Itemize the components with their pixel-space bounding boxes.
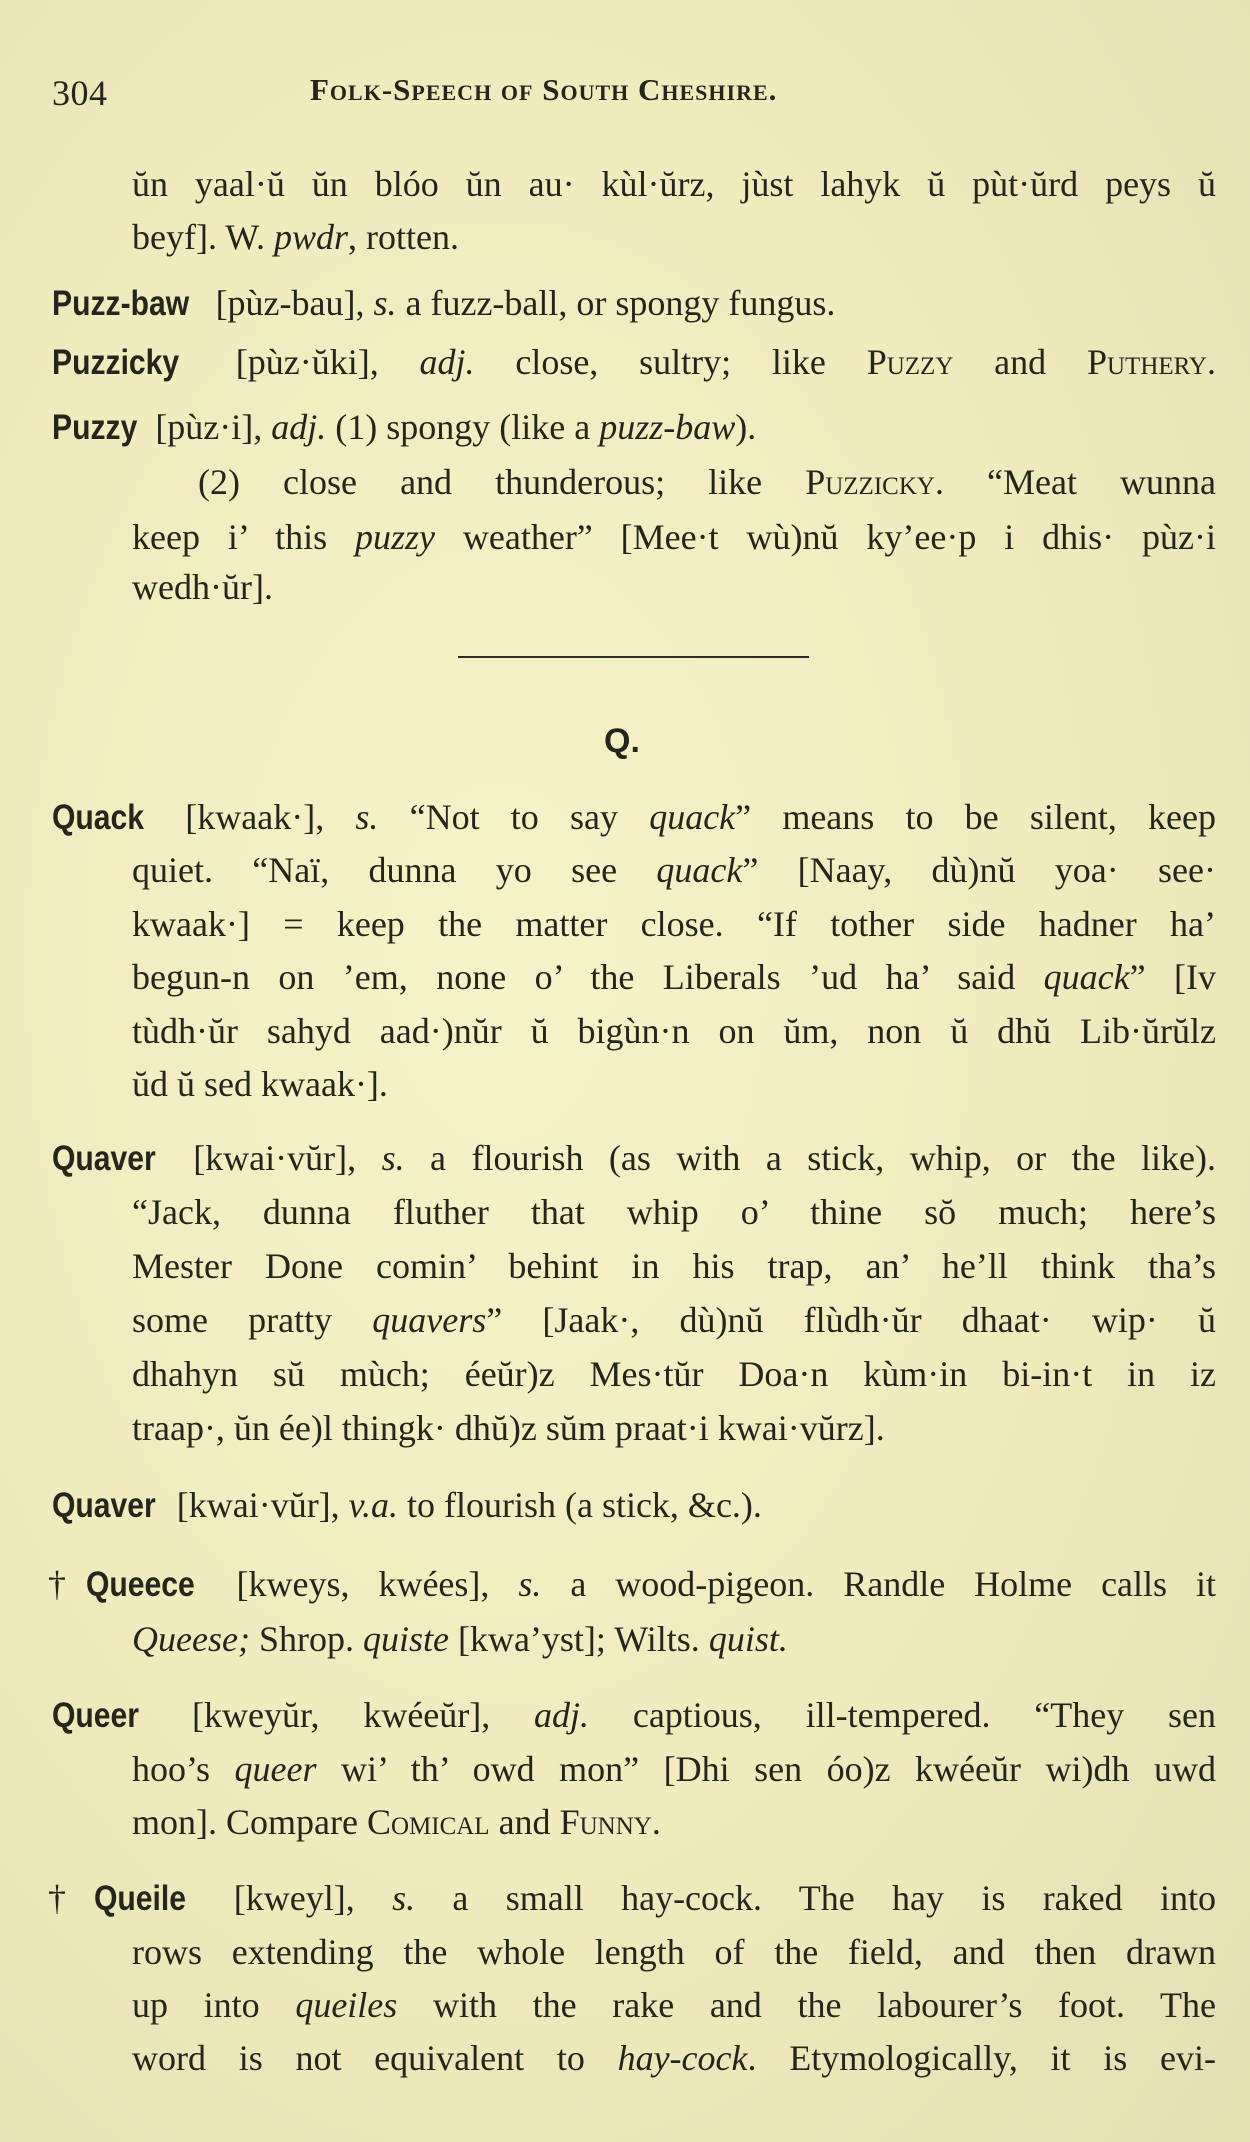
- italic-text: adj.: [534, 1695, 590, 1735]
- text: wi’ th’ owd mon” [Dhi sen óo)z kwéeŭr wi)dh uwd: [316, 1749, 1216, 1789]
- text: mon]. Compare: [132, 1802, 367, 1842]
- text: [kweyl],: [196, 1878, 393, 1918]
- text: wedh·ŭr].: [132, 567, 273, 607]
- running-title: Folk-Speech of South Cheshire.: [310, 72, 778, 107]
- text-line: [132, 1930, 1216, 1974]
- page-number: 304: [52, 73, 108, 113]
- text: ” means to be silent, keep: [735, 797, 1217, 837]
- text-line: [132, 1800, 1216, 1844]
- italic-text: Queese;: [132, 1619, 250, 1659]
- text: [pùz·ŭki],: [194, 342, 420, 382]
- text: keep i’ this: [132, 517, 355, 557]
- text-line: [132, 1190, 1216, 1234]
- text: close, sultry; like: [474, 342, 867, 382]
- text-line: [132, 955, 1216, 999]
- text-line: [132, 1244, 1216, 1288]
- text-line: [132, 1983, 1216, 2027]
- italic-text: quist.: [708, 1619, 788, 1659]
- text-line: [52, 795, 1216, 840]
- text: captious, ill-tempered. “They sen: [589, 1695, 1216, 1735]
- text: †: [48, 1564, 86, 1604]
- text-line: [52, 340, 1216, 385]
- italic-text: adj.: [419, 342, 475, 382]
- text-line: [132, 902, 1216, 946]
- text: rows extending the whole length of the field, and then drawn: [132, 1932, 1216, 1972]
- text: (1) spongy (like a: [326, 407, 600, 447]
- section-divider: [458, 656, 809, 658]
- text: quiet. “Naï, dunna yo see: [132, 850, 657, 890]
- text: and: [953, 342, 1087, 382]
- text: ” [Naay, dù)nŭ yoa· see·: [742, 850, 1216, 890]
- text: weather” [Mee·t wù)nŭ ky’ee·p i dhis· pùz·i: [434, 517, 1216, 557]
- text-line: [52, 1136, 1216, 1181]
- italic-text: s.: [518, 1564, 542, 1604]
- text: up into: [132, 1985, 296, 2025]
- text-line: [132, 565, 1216, 609]
- text: hoo’s: [132, 1749, 235, 1789]
- text: a fuzz-ball, or spongy fungus.: [396, 283, 836, 323]
- text-line: [198, 460, 1216, 504]
- headword: Quaver: [52, 1139, 156, 1178]
- text: Mester Done comin’ behint in his trap, an’ he’ll think tha’s: [132, 1246, 1216, 1286]
- italic-text: hay-cock: [617, 2038, 748, 2078]
- text: [kweys, kwées],: [207, 1564, 519, 1604]
- text: .: [1207, 342, 1216, 382]
- text: , rotten.: [348, 217, 459, 257]
- text-line: [132, 1406, 1216, 1450]
- text: ” [Iv: [1129, 957, 1216, 997]
- text-line: [132, 1009, 1216, 1053]
- text-line: [132, 162, 1216, 206]
- italic-text: queer: [234, 1749, 317, 1789]
- italic-text: pwdr: [273, 217, 349, 257]
- text: “Jack, dunna fluther that whip o’ thine sŏ much; here’s: [132, 1192, 1216, 1232]
- text-line: [52, 405, 1216, 450]
- italic-text: v.a.: [348, 1485, 398, 1525]
- text: [kweyŭr, kwéeŭr],: [148, 1695, 535, 1735]
- text: ŭd ŭ sed kwaak·].: [132, 1064, 388, 1104]
- cross-reference: Puthery: [1086, 342, 1207, 382]
- text: [pùz·i],: [146, 407, 272, 447]
- italic-text: s.: [355, 797, 379, 837]
- text-line: [132, 2036, 1216, 2080]
- text: [kwa’yst]; Wilts.: [448, 1619, 709, 1659]
- text-line: [132, 1617, 1216, 1661]
- headword: Queece: [85, 1565, 195, 1604]
- cross-reference: Puzzy: [866, 342, 954, 382]
- text: .: [651, 1802, 661, 1842]
- text: a small hay-cock. The hay is raked into: [415, 1878, 1216, 1918]
- text: [kwai·vŭr],: [167, 1485, 349, 1525]
- text: . “Meat wunna: [934, 462, 1216, 502]
- text-line: [48, 1876, 1216, 1921]
- section-letter: Q.: [604, 722, 640, 760]
- italic-text: quiste: [362, 1619, 449, 1659]
- text-line: [132, 848, 1216, 892]
- headword: Puzzicky: [52, 343, 180, 382]
- text-line: [52, 1483, 1216, 1528]
- text: beyf]. W.: [132, 217, 274, 257]
- italic-text: s.: [381, 1138, 405, 1178]
- text: some pratty: [132, 1300, 373, 1340]
- text-line: [132, 1747, 1216, 1791]
- italic-text: quavers: [372, 1300, 487, 1340]
- text: a wood-pigeon. Randle Holme calls it: [541, 1564, 1217, 1604]
- text: . Etymologically, it is evi-: [747, 2038, 1216, 2078]
- text: tùdh·ŭr sahyd aad·)nŭr ŭ bigùn·n on ŭm, non ŭ dhŭ Lib·ŭrŭlz: [132, 1011, 1216, 1051]
- cross-reference: Funny: [559, 1802, 652, 1842]
- text-line: [48, 1562, 1216, 1607]
- text: “Not to say: [378, 797, 650, 837]
- text: ŭn yaal·ŭ ŭn blóo ŭn au· kùl·ŭrz, jùst lahyk ŭ pùt·ŭrd peys ŭ: [132, 164, 1216, 204]
- text: kwaak·] = keep the matter close. “If tother side hadner ha’: [132, 904, 1216, 944]
- italic-text: s.: [392, 1878, 416, 1918]
- text: to flourish (a stick, &c.).: [397, 1485, 762, 1525]
- text: ” [Jaak·, dù)nŭ flùdh·ŭr dhaat· wip· ŭ: [486, 1300, 1217, 1340]
- text: [kwai·vŭr],: [167, 1138, 382, 1178]
- text: with the rake and the labourer’s foot. The: [397, 1985, 1216, 2025]
- text: (2) close and thunderous; like: [198, 462, 806, 502]
- text-line: [132, 1062, 1216, 1106]
- cross-reference: Comical: [366, 1802, 490, 1842]
- italic-text: quack: [649, 797, 736, 837]
- text: and: [489, 1802, 560, 1842]
- italic-text: puzzy: [354, 517, 435, 557]
- text-line: [132, 1352, 1216, 1396]
- italic-text: quack: [656, 850, 743, 890]
- italic-text: queiles: [295, 1985, 398, 2025]
- text: traap·, ŭn ée)l thingk· dhŭ)z sŭm praat·i kwai·vŭrz].: [132, 1408, 885, 1448]
- italic-text: s.: [373, 283, 397, 323]
- italic-text: adj.: [271, 407, 327, 447]
- text: [pùz-bau],: [206, 283, 374, 323]
- text: word is not equivalent to: [132, 2038, 618, 2078]
- text: [kwaak·],: [154, 797, 356, 837]
- text-line: [52, 281, 1216, 326]
- text: ).: [735, 407, 757, 447]
- text: begun-n on ’em, none o’ the Liberals ’ud ha’ said: [132, 957, 1044, 997]
- text: Shrop.: [249, 1619, 363, 1659]
- headword: Puzzy: [52, 408, 138, 447]
- text: †: [48, 1878, 95, 1918]
- text-line: [132, 515, 1216, 559]
- text-line: [132, 1298, 1216, 1342]
- headword: Quaver: [52, 1486, 156, 1525]
- italic-text: puzz-baw: [599, 407, 736, 447]
- headword: Queer: [52, 1696, 139, 1735]
- text: dhahyn sŭ mùch; éeŭr)z Mes·tŭr Doa·n kùm·in bi-in·t in iz: [132, 1354, 1216, 1394]
- text-line: [52, 1693, 1216, 1738]
- headword: Queile: [94, 1879, 187, 1918]
- text: a flourish (as with a stick, whip, or the like).: [404, 1138, 1216, 1178]
- headword: Puzz-baw: [52, 284, 190, 323]
- italic-text: quack: [1043, 957, 1130, 997]
- headword: Quack: [52, 798, 145, 837]
- text-line: [132, 215, 1216, 259]
- cross-reference: Puzzicky: [805, 462, 935, 502]
